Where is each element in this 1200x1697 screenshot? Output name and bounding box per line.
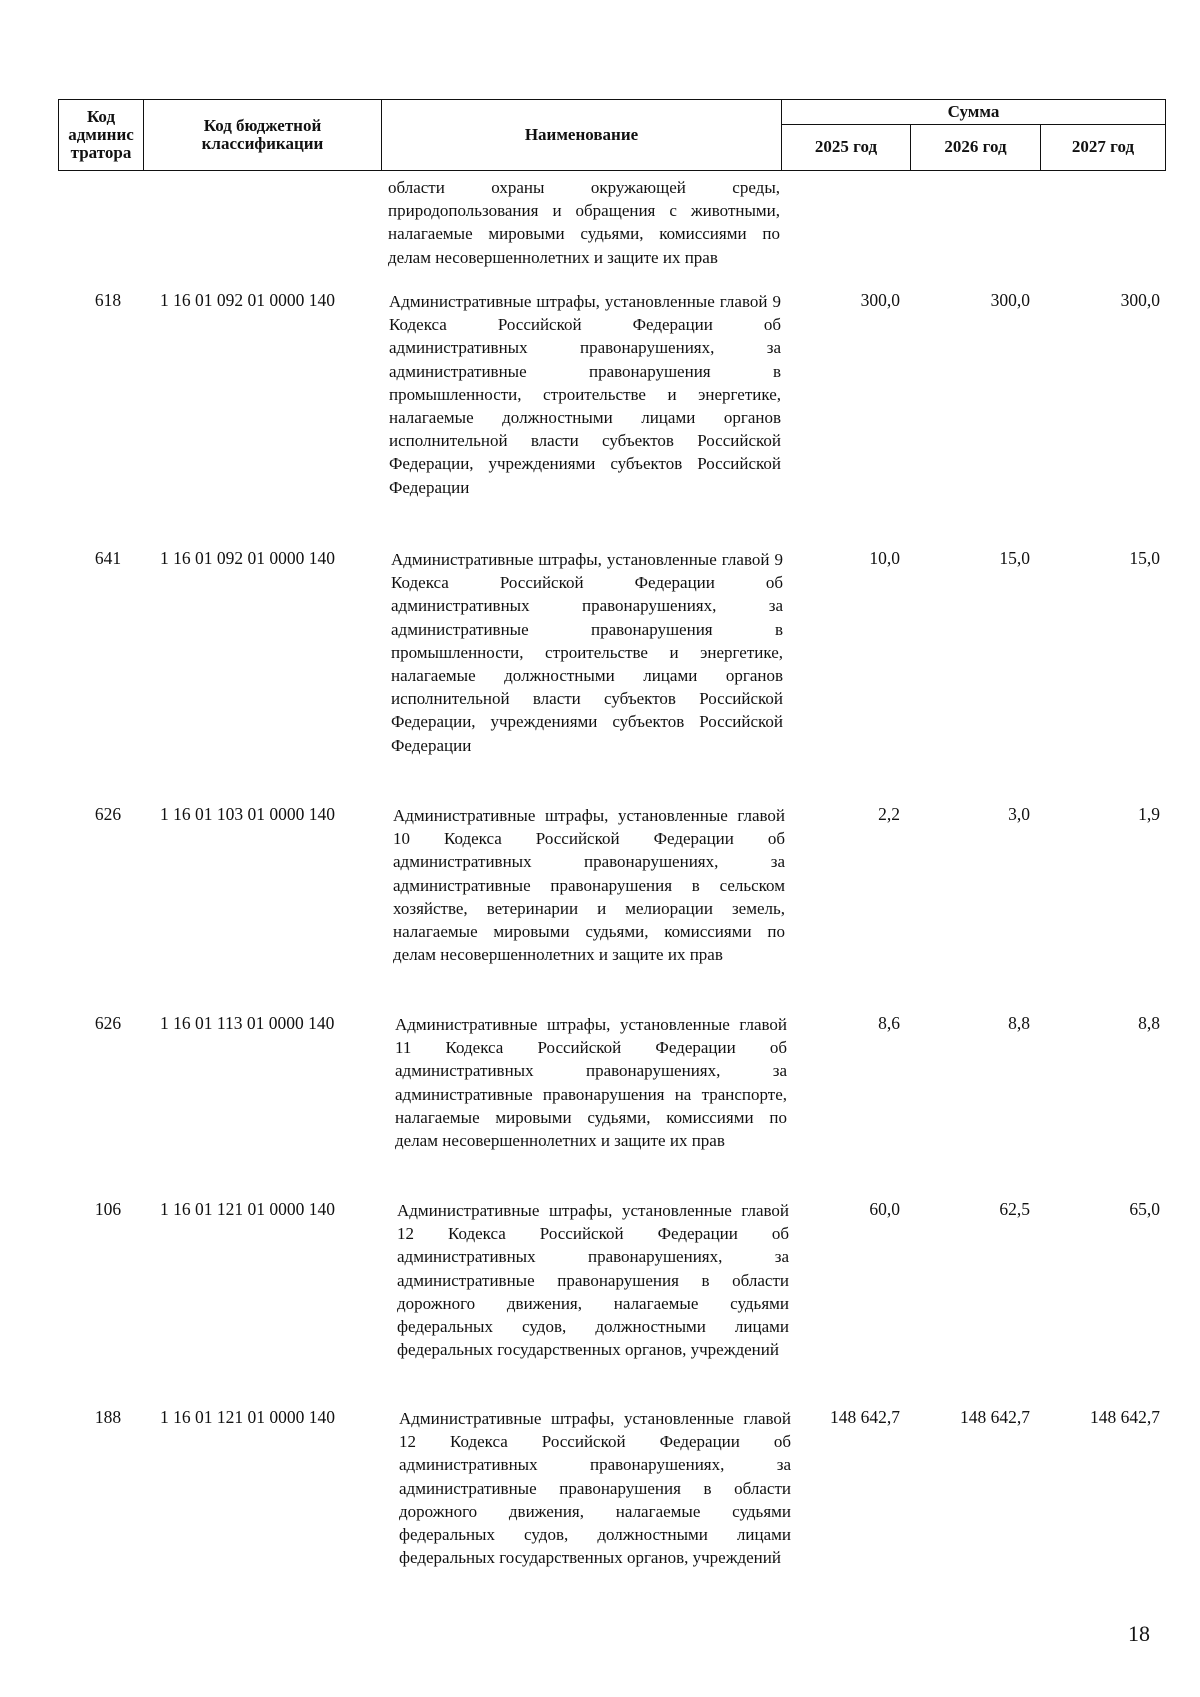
budget-code: 1 16 01 092 01 0000 140 bbox=[160, 290, 335, 310]
value-2026: 8,8 bbox=[1008, 1013, 1030, 1033]
admin-code: 188 bbox=[94, 1407, 122, 1427]
header-admin-code: Код админис тратора bbox=[59, 100, 144, 170]
value-2027: 300,0 bbox=[1120, 290, 1160, 310]
value-2025: 300,0 bbox=[860, 290, 900, 310]
budget-code: 1 16 01 121 01 0000 140 bbox=[160, 1407, 335, 1427]
row-name: Административные штрафы, установленные главой 9 Кодекса Российской Федерации об административных правонарушениях, за административные правонарушения в промышленности, строительстве и энергетике, налагаемые должностными лицами органов исполнительной власти субъектов Российской Федерации, учреждениями субъектов Российской Федерации bbox=[391, 550, 783, 755]
admin-code: 626 bbox=[94, 1013, 122, 1033]
table-header bbox=[58, 99, 1166, 171]
admin-code: 641 bbox=[94, 548, 122, 568]
row-name: Административные штрафы, установленные главой 9 Кодекса Российской Федерации об административных правонарушениях, за административные правонарушения в промышленности, строительстве и энергетике, налагаемые должностными лицами органов исполнительной власти субъектов Российской Федерации, учреждениями субъектов Российской Федерации bbox=[389, 292, 781, 497]
row-name: Административные штрафы, установленные главой 11 Кодекса Российской Федерации об административных правонарушениях, за административные правонарушения на транспорте, налагаемые мировыми судьями, комиссиями по делам несовершеннолетних и защите их прав bbox=[395, 1015, 787, 1151]
value-2026: 148 642,7 bbox=[960, 1407, 1030, 1427]
budget-code: 1 16 01 103 01 0000 140 bbox=[160, 804, 335, 824]
header-budget-code: Код бюджетной классификации bbox=[144, 100, 382, 170]
budget-code: 1 16 01 121 01 0000 140 bbox=[160, 1199, 335, 1219]
value-2025: 148 642,7 bbox=[830, 1407, 900, 1427]
value-2026: 15,0 bbox=[999, 548, 1030, 568]
value-2026: 62,5 bbox=[999, 1199, 1030, 1219]
admin-code: 626 bbox=[94, 804, 122, 824]
value-2025: 2,2 bbox=[878, 804, 900, 824]
value-2027: 8,8 bbox=[1138, 1013, 1160, 1033]
value-2025: 8,6 bbox=[878, 1013, 900, 1033]
value-2026: 3,0 bbox=[1008, 804, 1030, 824]
page-number: 18 bbox=[1128, 1621, 1150, 1646]
header-year-2025: 2025 год bbox=[782, 124, 911, 170]
value-2027: 15,0 bbox=[1129, 548, 1160, 568]
header-sum: Сумма bbox=[782, 100, 1165, 125]
value-2026: 300,0 bbox=[990, 290, 1030, 310]
value-2027: 148 642,7 bbox=[1090, 1407, 1160, 1427]
row-name: Административные штрафы, установленные главой 12 Кодекса Российской Федерации об административных правонарушениях, за административные правонарушения в области дорожного движения, налагаемые судьями федеральных судов, должностными лицами федеральных государственных органов, учреждений bbox=[397, 1201, 789, 1360]
value-2027: 65,0 bbox=[1129, 1199, 1160, 1219]
value-2025: 60,0 bbox=[869, 1199, 900, 1219]
header-name: Наименование bbox=[382, 100, 782, 170]
continuation-text: области охраны окружающей среды, природопользования и обращения с животными, налагаемые мировыми судьями, комиссиями по делам несовершеннолетних и защите их прав bbox=[388, 178, 780, 267]
row-name: Административные штрафы, установленные главой 10 Кодекса Российской Федерации об административных правонарушениях, за административные правонарушения в сельском хозяйстве, ветеринарии и мелиорации земель, налагаемые мировыми судьями, комиссиями по делам несовершеннолетних и защите их прав bbox=[393, 806, 785, 965]
budget-code: 1 16 01 092 01 0000 140 bbox=[160, 548, 335, 568]
budget-code: 1 16 01 113 01 0000 140 bbox=[160, 1013, 335, 1033]
header-year-2027: 2027 год bbox=[1071, 137, 1135, 156]
value-2027: 1,9 bbox=[1138, 804, 1160, 824]
value-2025: 10,0 bbox=[869, 548, 900, 568]
header-year-2026: 2026 год bbox=[911, 124, 1041, 170]
admin-code: 106 bbox=[94, 1199, 122, 1219]
admin-code: 618 bbox=[94, 290, 122, 310]
row-name: Административные штрафы, установленные главой 12 Кодекса Российской Федерации об административных правонарушениях, за административные правонарушения в области дорожного движения, налагаемые судьями федеральных судов, должностными лицами федеральных государственных органов, учреждений bbox=[399, 1409, 791, 1568]
